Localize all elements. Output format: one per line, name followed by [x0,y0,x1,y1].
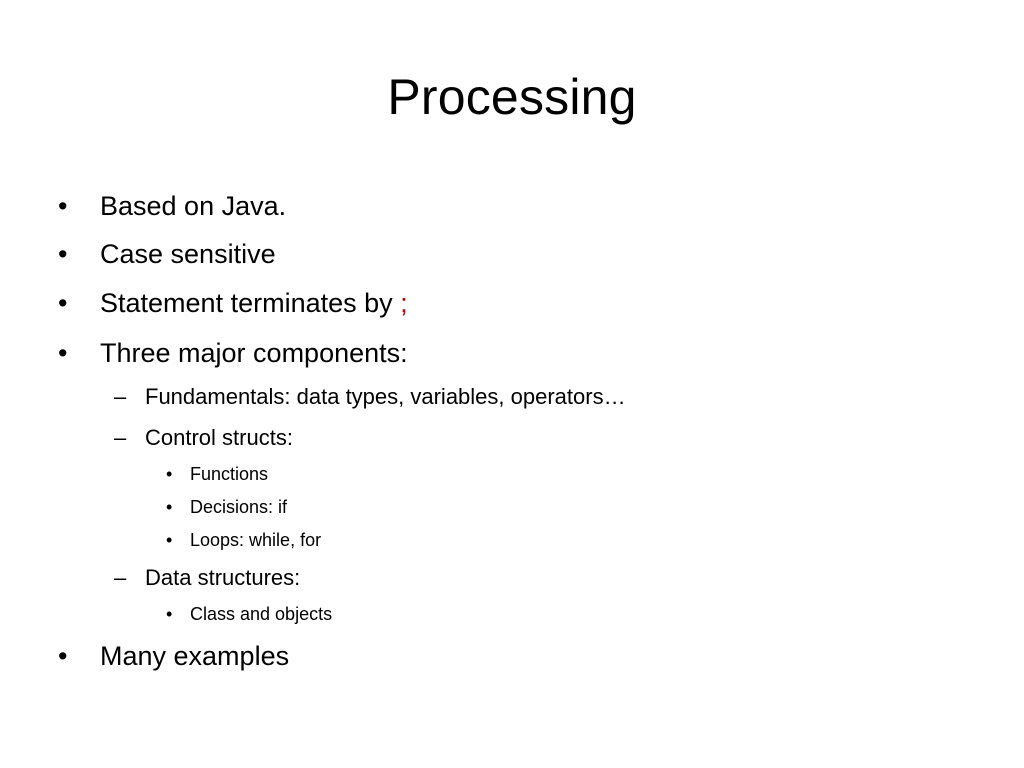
bullet-marker: • [58,338,68,368]
bullet-item [58,335,408,371]
bullet-item [58,236,276,272]
bullet-item [58,188,287,224]
sub-bullet-item [114,423,293,453]
sub-sub-bullet-item [166,528,322,552]
sub-sub-bullet-text: Functions [190,464,269,484]
sub-bullet-text: Control structs: [145,425,293,450]
bullet-marker: • [166,464,173,484]
sub-sub-bullet-text: Decisions: if [190,497,288,517]
bullet-marker: • [58,239,68,269]
bullet-text: Three major components: [100,338,408,368]
sub-sub-bullet-item [166,602,333,626]
bullet-marker: • [166,530,173,550]
sub-sub-bullet-text: Loops: while, for [190,530,322,550]
sub-sub-bullet-text: Class and objects [190,604,333,624]
slide-title: Processing [387,69,637,125]
bullet-item [58,285,408,321]
bullet-marker: • [58,191,68,221]
bullet-text: Based on Java. [100,191,287,221]
bullet-item [58,638,290,674]
semicolon-accent: ; [400,288,408,318]
sub-sub-bullet-item [166,462,269,486]
sub-sub-bullet-item [166,495,288,519]
dash-marker: – [114,425,127,450]
sub-bullet-item [114,563,301,593]
bullet-marker: • [166,604,173,624]
bullet-marker: • [58,288,68,318]
sub-bullet-item [114,382,626,412]
sub-bullet-text: Fundamentals: data types, variables, operators… [145,384,626,409]
bullet-text: Statement terminates by [100,288,401,318]
bullet-text: Many examples [100,641,290,671]
bullet-marker: • [166,497,173,517]
dash-marker: – [114,384,127,409]
bullet-marker: • [58,641,68,671]
bullet-text: Case sensitive [100,239,276,269]
sub-bullet-text: Data structures: [145,565,301,590]
dash-marker: – [114,565,127,590]
